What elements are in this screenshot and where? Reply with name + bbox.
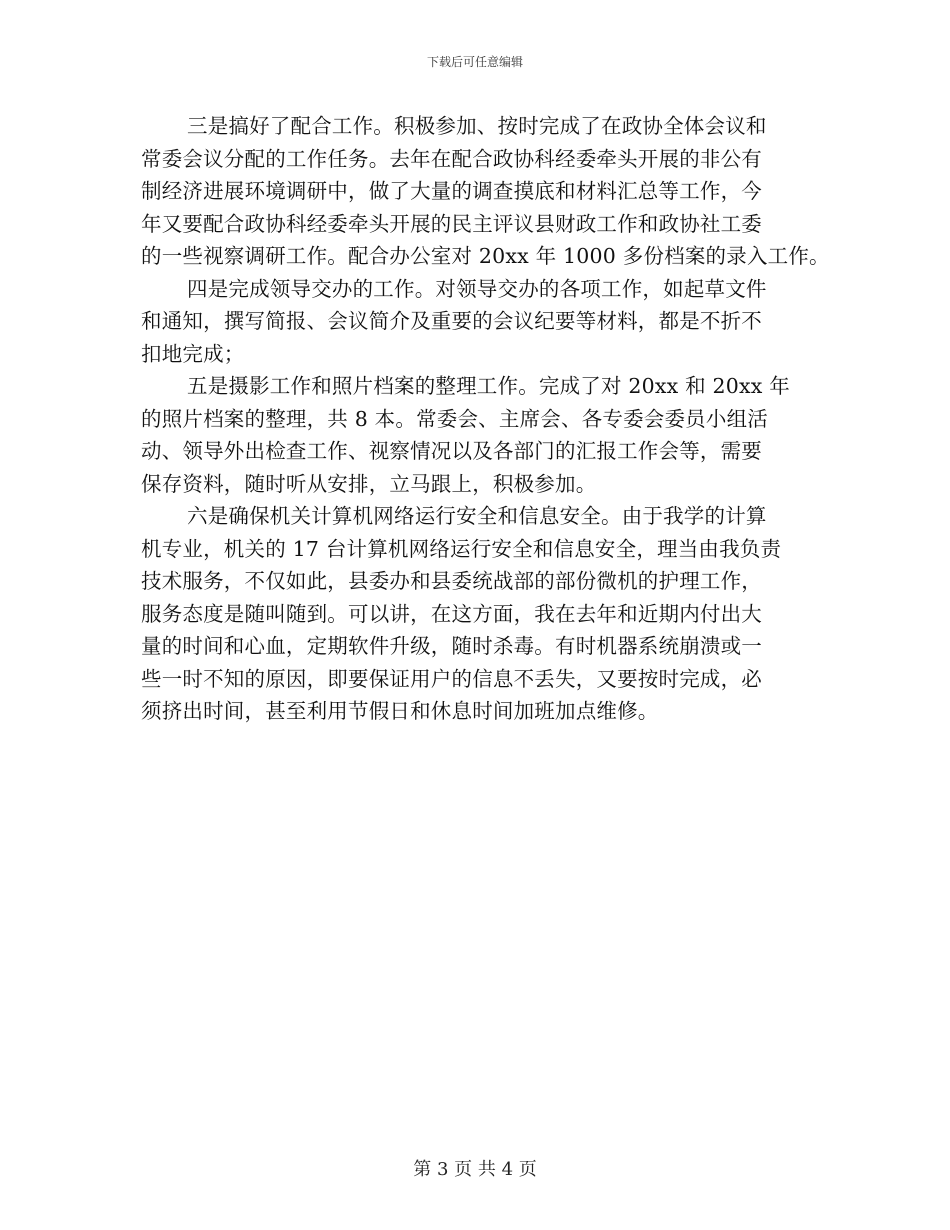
- text-line: 扣地完成；: [141, 341, 245, 366]
- text-line: 的一些视察调研工作。配合办公室对 20xx 年 1000 多份档案的录入工作。: [141, 244, 830, 268]
- text-line: 六是确保机关计算机网络运行安全和信息安全。由于我学的计算: [187, 504, 767, 528]
- page-header-note: 下载后可任意编辑: [426, 55, 523, 69]
- text-line: 服务态度是随叫随到。可以讲，在这方面，我在去年和近期内付出大: [141, 601, 762, 626]
- text-line: 机专业，机关的 17 台计算机网络运行安全和信息安全，理当由我负责: [141, 536, 782, 561]
- text-line: 动、领导外出检查工作、视察情况以及各部门的汇报工作会等，需要: [141, 439, 762, 463]
- text-line: 的照片档案的整理，共 8 本。常委会、主席会、各专委会委员小组活: [141, 406, 768, 431]
- text-line: 和通知，撰写简报、会议简介及重要的会议纪要等材料，都是不折不: [141, 309, 762, 333]
- text-line: 五是摄影工作和照片档案的整理工作。完成了对 20xx 和 20xx 年: [187, 374, 790, 398]
- text-line: 常委会议分配的工作任务。去年在配合政协科经委牵头开展的非公有: [141, 146, 762, 171]
- text-line: 制经济进展环境调研中，做了大量的调查摸底和材料汇总等工作，今: [141, 179, 762, 203]
- text-line: 三是搞好了配合工作。积极参加、按时完成了在政协全体会议和: [187, 114, 767, 138]
- text-line: 保存资料，随时听从安排，立马跟上，积极参加。: [141, 471, 597, 496]
- page-number: 第 3 页 共 4 页: [413, 1159, 537, 1180]
- text-line: 技术服务，不仅如此，县委办和县委统战部的部份微机的护理工作，: [141, 569, 762, 593]
- text-line: 须挤出时间，甚至利用节假日和休息时间加班加点维修。: [141, 699, 659, 723]
- document-body: [141, 110, 830, 728]
- text-line: 年又要配合政协科经委牵头开展的民主评议县财政工作和政协社工委: [141, 211, 762, 236]
- text-line: 四是完成领导交办的工作。对领导交办的各项工作，如起草文件: [187, 276, 767, 301]
- text-line: 量的时间和心血，定期软件升级，随时杀毒。有时机器系统崩溃或一: [141, 634, 762, 658]
- text-line: 些一时不知的原因，即要保证用户的信息不丢失，又要按时完成，必: [141, 666, 762, 691]
